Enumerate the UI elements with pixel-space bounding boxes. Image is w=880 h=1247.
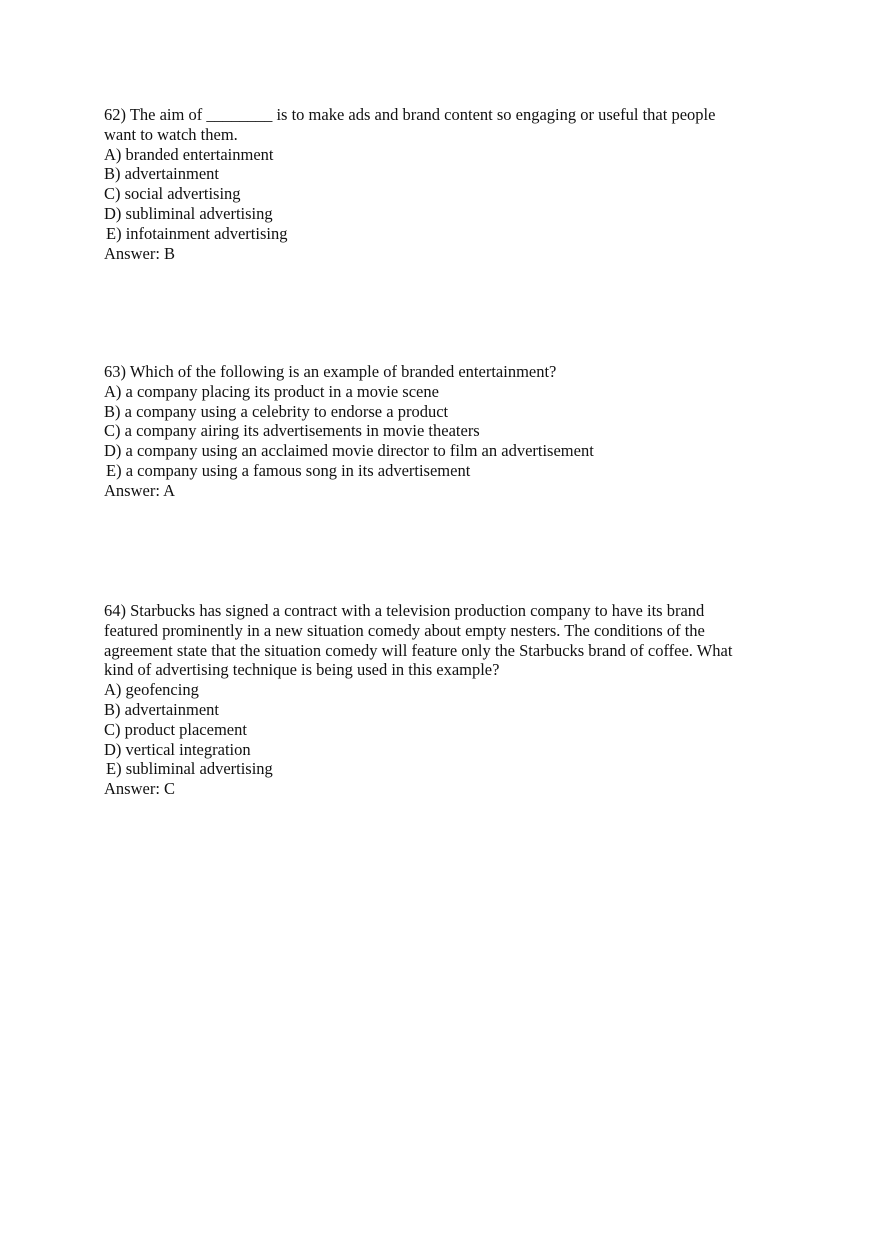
option-d: D) vertical integration [104,739,251,759]
stem-line: 64) Starbucks has signed a contract with a television production company to have its brand [104,601,705,620]
option-c: C) a company airing its advertisements in movie theaters [104,421,480,441]
option-a: A) geofencing [104,680,199,700]
option-b: B) a company using a celebrity to endorse a product [104,401,449,421]
answer-label: Answer: [104,480,160,500]
answer-line [104,244,784,264]
option-a: A) a company placing its product in a movie scene [104,381,439,401]
stem-line: agreement state that the situation comedy will feature only the Starbucks brand of coffee. What [104,640,733,660]
answer-line [104,779,784,799]
question-64 [104,601,784,799]
option-b: B) advertainment [104,699,220,719]
stem-line: kind of advertising technique is being used in this example? [104,660,500,680]
stem-line: 63) Which of the following is an example of branded entertainment? [104,362,557,381]
option-a: A) branded entertainment [104,144,274,164]
option-e: E) a company using a famous song in its advertisement [106,460,471,480]
option-d: D) subliminal advertising [104,203,273,223]
option-e: E) infotainment advertising [106,223,288,243]
option-c: C) product placement [104,719,247,739]
stem-line: 62) The aim of ________ is to make ads and brand content so engaging or useful that people [104,105,716,124]
answer-line [104,481,784,501]
stem-line: featured prominently in a new situation comedy about empty nesters. The conditions of the [104,620,705,640]
answer-label: Answer: [104,243,160,263]
answer-value: C [164,779,176,799]
stem-line: want to watch them. [104,124,238,144]
answer-label: Answer: [104,779,160,799]
option-e: E) subliminal advertising [106,759,273,779]
option-d: D) a company using an acclaimed movie director to film an advertisement [104,441,594,461]
option-c: C) social advertising [104,184,241,204]
answer-value: A [163,480,176,500]
question-stem [104,601,784,680]
option-b: B) advertainment [104,164,220,184]
question-62 [104,105,784,263]
question-stem [104,105,784,145]
question-63 [104,362,784,501]
question-stem [104,362,784,382]
answer-value: B [164,243,176,263]
